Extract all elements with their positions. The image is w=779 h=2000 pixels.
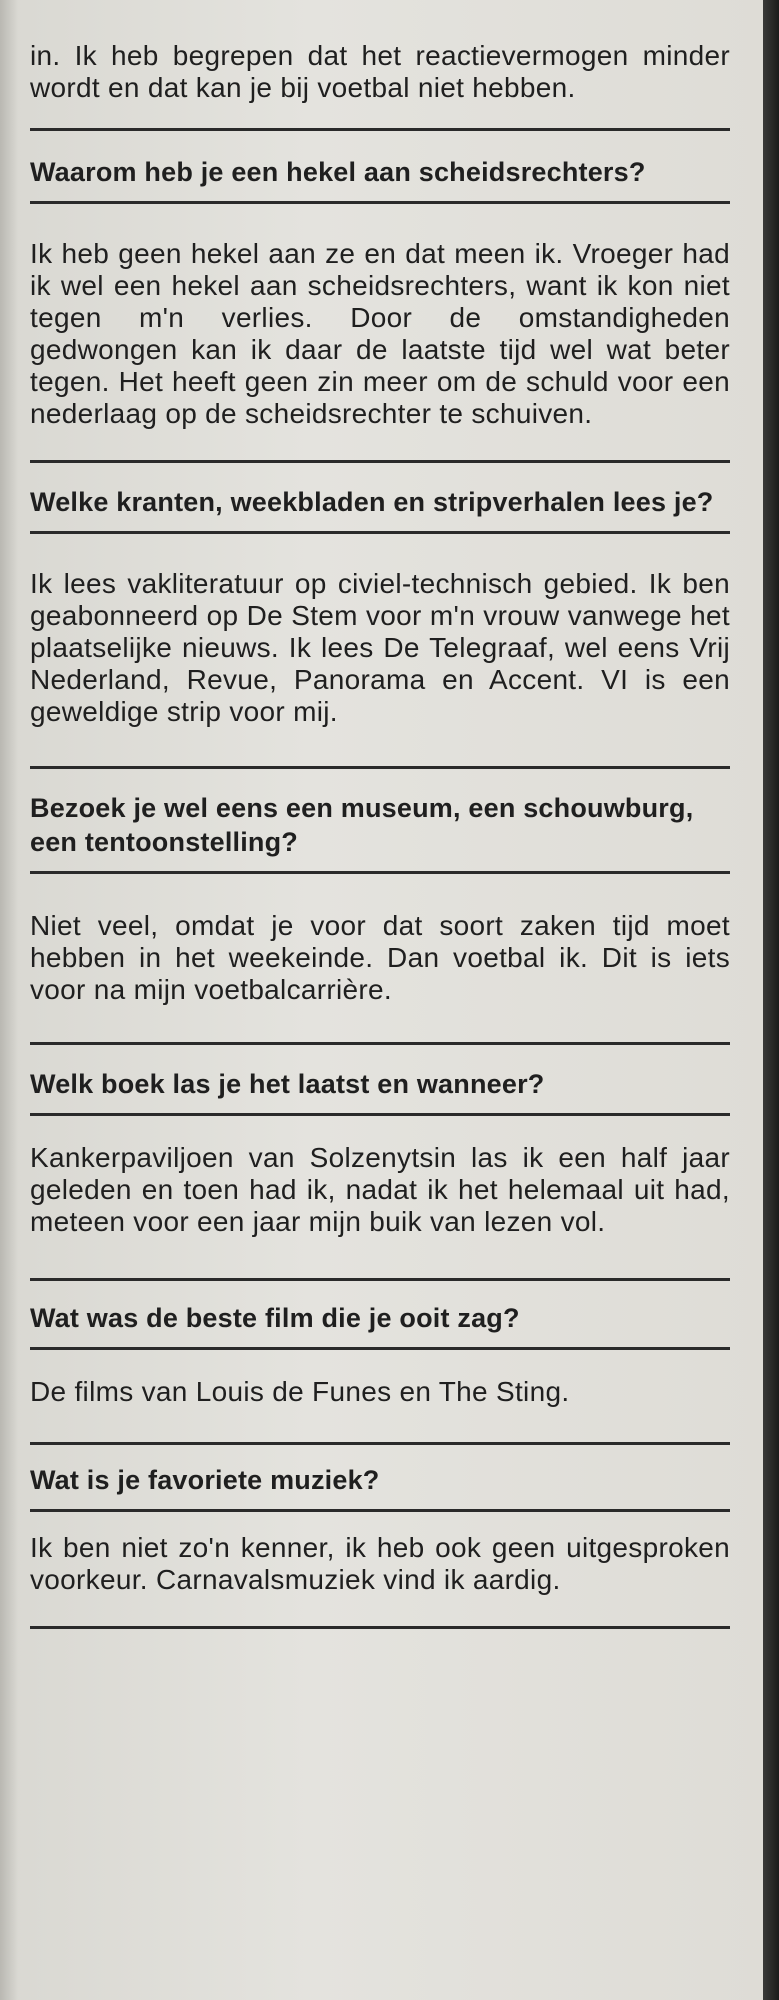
divider: [30, 460, 730, 463]
divider: [30, 871, 730, 874]
question-6: Wat is je favoriete muziek?: [30, 1465, 380, 1495]
answer-4: Kankerpaviljoen van Solzenytsin las ik een half jaar geleden en toen had ik, nadat ik het helemaal uit had, meteen voor een jaar mijn buik van lezen vol.: [30, 1142, 730, 1237]
divider: [30, 1347, 730, 1350]
divider: [30, 766, 730, 769]
divider: [30, 1113, 730, 1116]
divider: [30, 1278, 730, 1281]
divider: [30, 531, 730, 534]
intro-answer: in. Ik heb begrepen dat het reactievermogen minder wordt en dat kan je bij voetbal niet hebben.: [30, 40, 730, 103]
page-edge-right: [763, 0, 779, 2000]
question-1: Waarom heb je een hekel aan scheidsrechters?: [30, 157, 646, 187]
answer-5: De films van Louis de Funes en The Sting.: [30, 1376, 570, 1407]
divider: [30, 1626, 730, 1629]
divider: [30, 128, 730, 131]
divider: [30, 1509, 730, 1512]
question-5: Wat was de beste film die je ooit zag?: [30, 1303, 520, 1333]
question-3: Bezoek je wel eens een museum, een schouwburg, een tentoonstelling?: [30, 793, 694, 857]
question-4: Welk boek las je het laatst en wanneer?: [30, 1069, 545, 1099]
question-2: Welke kranten, weekbladen en stripverhalen lees je?: [30, 487, 714, 517]
divider: [30, 201, 730, 204]
divider: [30, 1442, 730, 1445]
answer-2: Ik lees vakliteratuur op civiel-technisch gebied. Ik ben geabonneerd op De Stem voor m'n vrouw vanwege het plaatselijke nieuws. Ik lees De Telegraaf, wel eens Vrij Nederland, Revue, Panorama en Accent. VI is een geweldige strip voor mij.: [30, 568, 730, 727]
page-shadow-left: [0, 0, 18, 2000]
answer-3: Niet veel, omdat je voor dat soort zaken tijd moet hebben in het weekeinde. Dan voetbal ik. Dit is iets voor na mijn voetbalcarrière.: [30, 910, 730, 1005]
answer-1: Ik heb geen hekel aan ze en dat meen ik. Vroeger had ik wel een hekel aan scheidsrechters, want ik kon niet tegen m'n verlies. Door de omstandigheden gedwongen kan ik daar de laatste tijd wel wat beter tegen. Het heeft geen zin meer om de schuld voor een nederlaag op de scheidsrechter te schuiven.: [30, 238, 730, 429]
divider: [30, 1042, 730, 1045]
interview-column: [30, 40, 730, 1629]
answer-6: Ik ben niet zo'n kenner, ik heb ook geen uitgesproken voorkeur. Carnavalsmuziek vind ik aardig.: [30, 1532, 730, 1595]
